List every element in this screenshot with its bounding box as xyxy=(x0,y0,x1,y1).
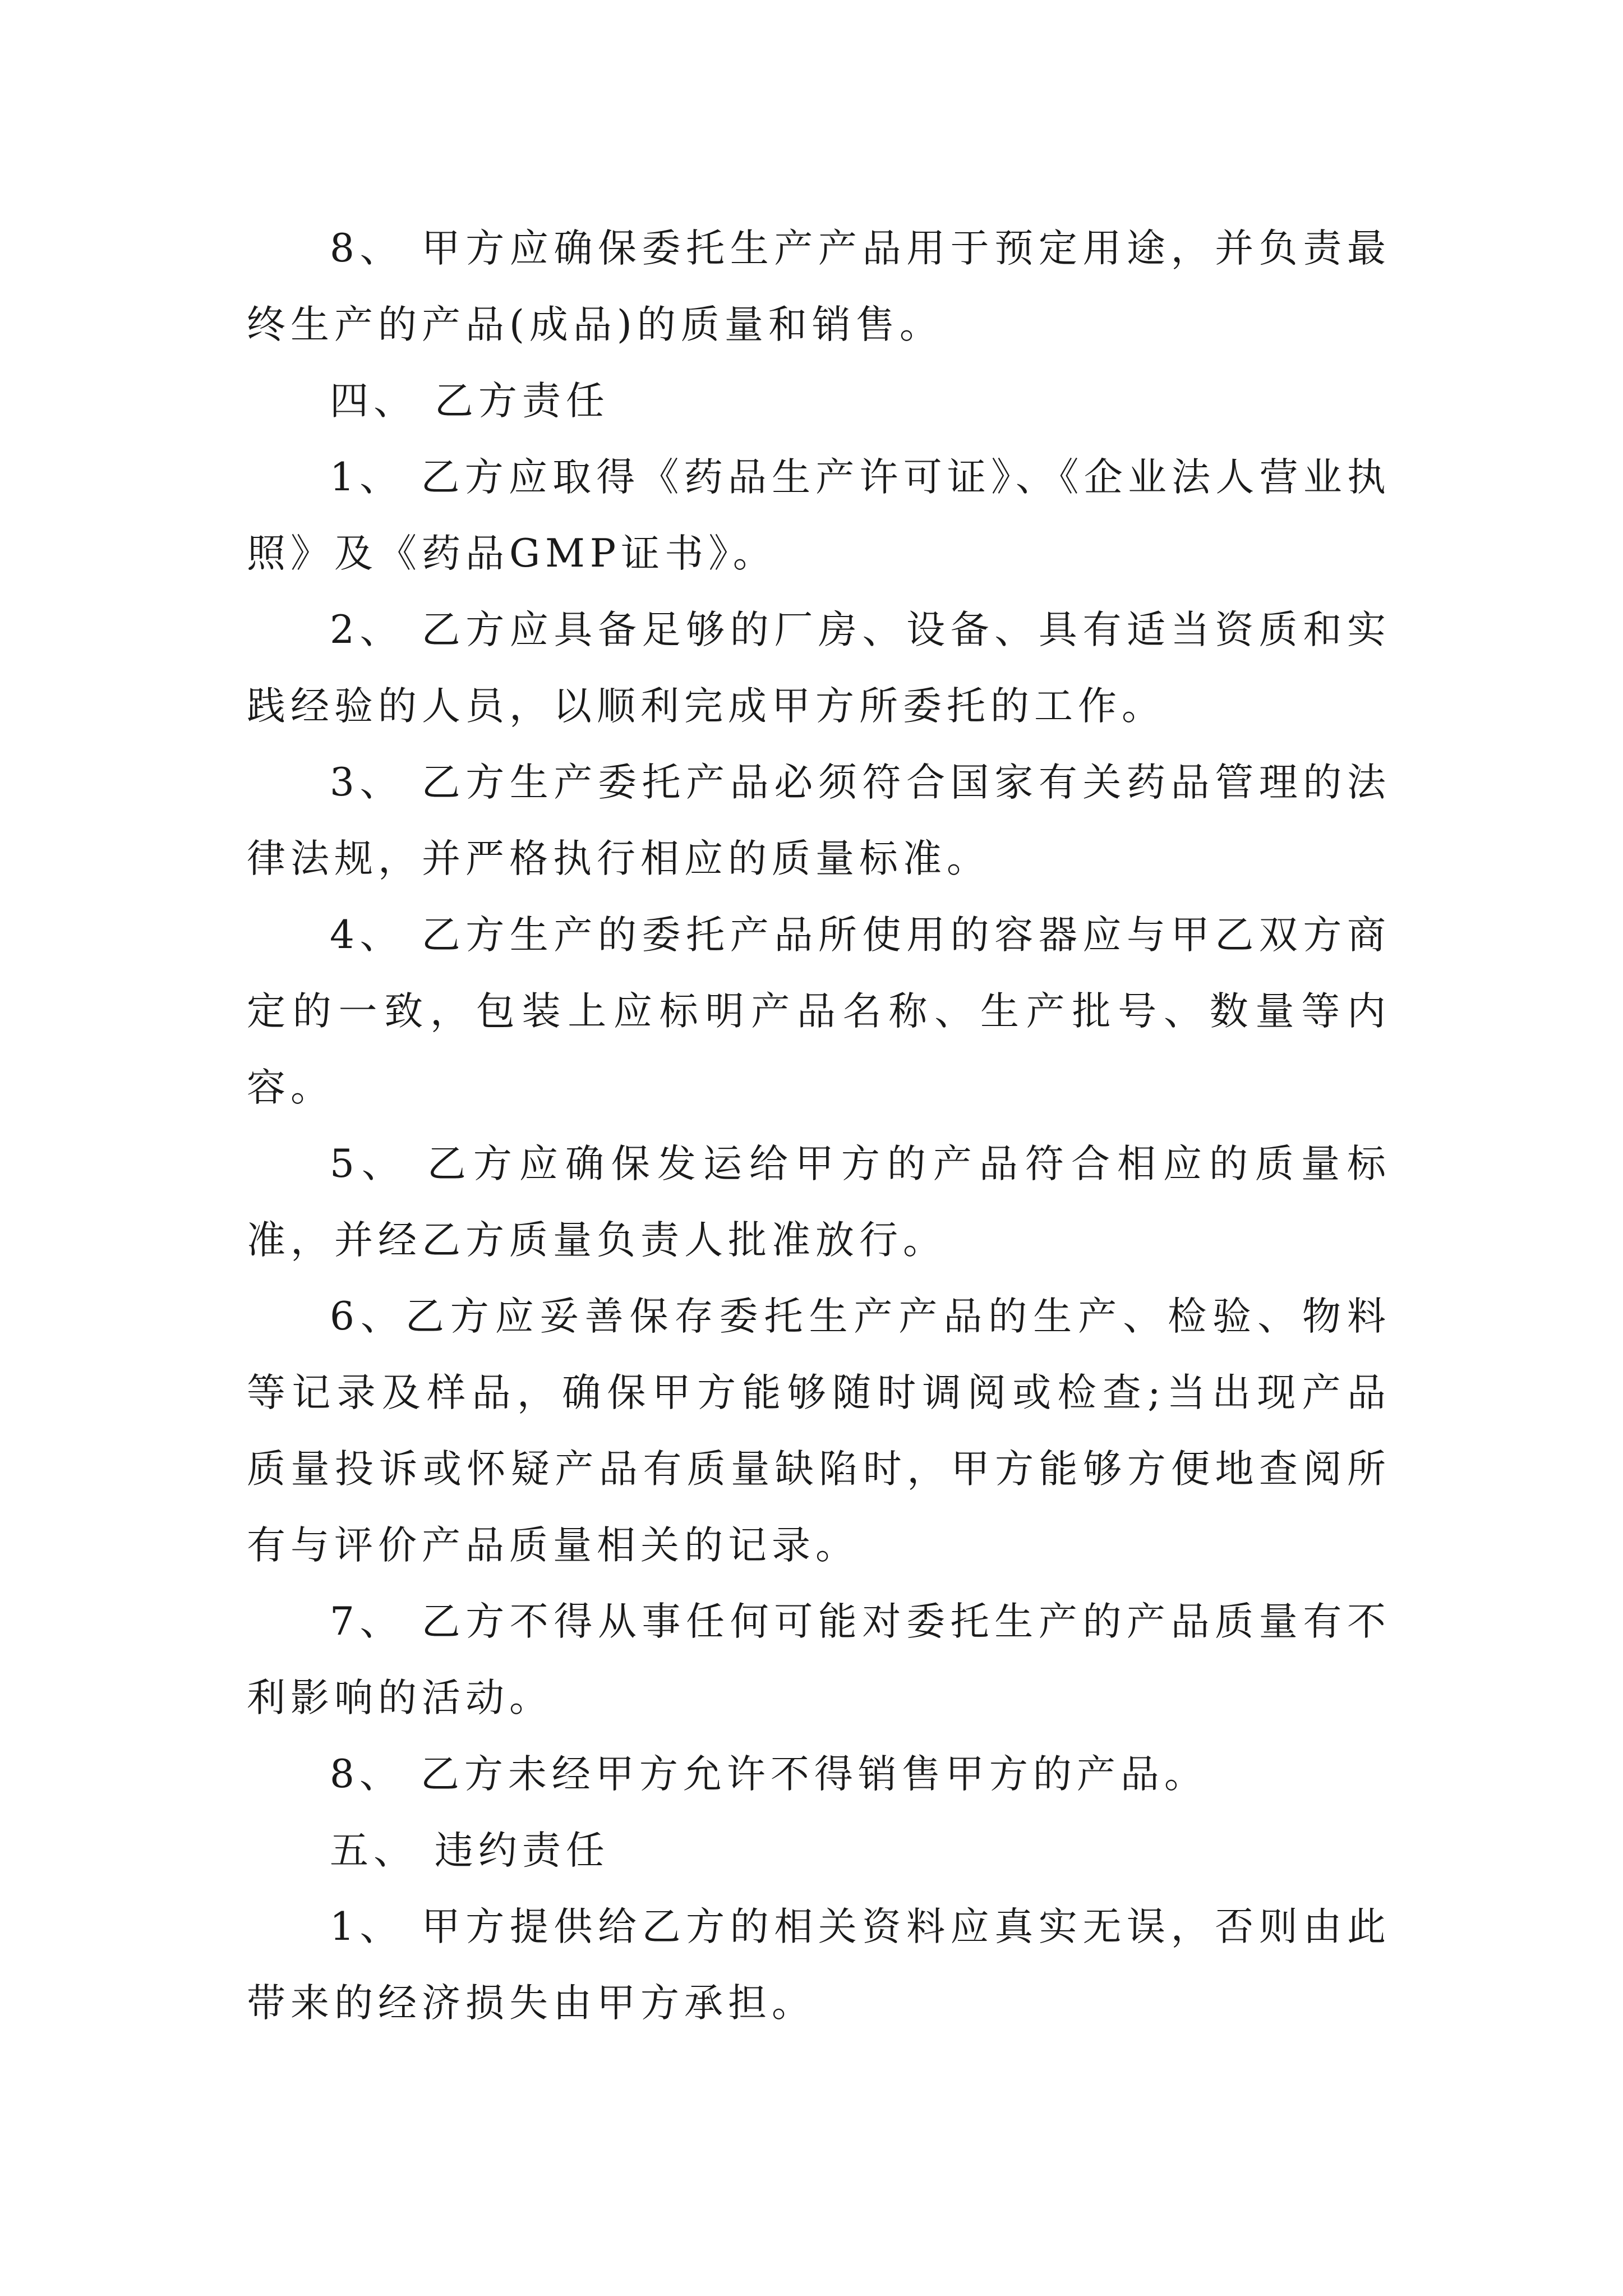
clause-b6: 6、乙方应妥善保存委托生产产品的生产、检验、物料等记录及样品，确保甲方能够随时调阅或检查;当出现产品质量投诉或怀疑产品有质量缺陷时，甲方能够方便地查阅所有与评价产品质量相关的记录。 xyxy=(247,1294,1391,1568)
section-heading-4: 四、 乙方责任 xyxy=(330,379,610,424)
clause-b2: 2、 乙方应具备足够的厂房、设备、具有适当资质和实践经验的人员，以顺利完成甲方所委托的工作。 xyxy=(247,608,1391,729)
clause-b8: 8、 乙方未经甲方允许不得销售甲方的产品。 xyxy=(330,1752,1208,1797)
clause-b4: 4、 乙方生产的委托产品所使用的容器应与甲乙双方商定的一致，包装上应标明产品名称、生产批号、数量等内容。 xyxy=(247,913,1391,1110)
clause-a8: 8、 甲方应确保委托生产产品用于预定用途，并负责最终生产的产品(成品)的质量和销售。 xyxy=(247,226,1391,347)
clause-b7: 7、 乙方不得从事任何可能对委托生产的产品质量有不利影响的活动。 xyxy=(247,1599,1391,1720)
clause-c1: 1、 甲方提供给乙方的相关资料应真实无误，否则由此带来的经济损失由甲方承担。 xyxy=(247,1904,1391,2026)
section-heading-5: 五、 违约责任 xyxy=(330,1828,610,1873)
clause-b5: 5、 乙方应确保发运给甲方的产品符合相应的质量标准，并经乙方质量负责人批准放行。 xyxy=(247,1142,1391,1263)
document-body xyxy=(247,210,1391,2041)
clause-b1: 1、 乙方应取得《药品生产许可证》、《企业法人营业执照》及《药品GMP证书》。 xyxy=(247,455,1391,576)
clause-b3: 3、 乙方生产委托产品必须符合国家有关药品管理的法律法规，并严格执行相应的质量标准。 xyxy=(247,760,1391,881)
